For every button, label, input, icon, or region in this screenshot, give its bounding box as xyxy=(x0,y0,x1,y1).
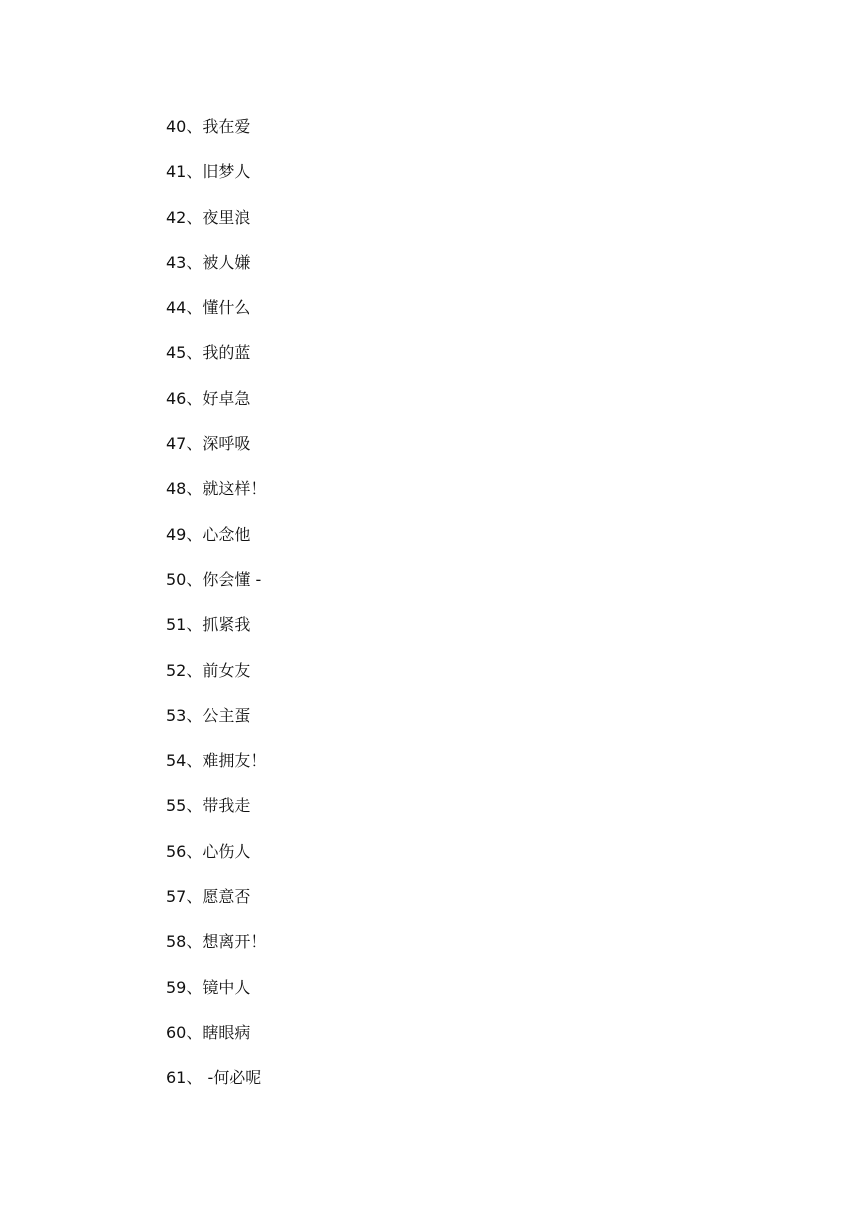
list-item: 52、前女友 xyxy=(166,660,251,680)
list-item: 49、心念他 xyxy=(166,524,251,544)
nickname-list xyxy=(166,114,266,1111)
list-item: 48、就这样！ xyxy=(166,479,267,499)
list-item: 55、带我走 xyxy=(166,796,251,816)
list-item: 50、你会懂 - xyxy=(166,569,262,589)
list-item: 60、瞎眼病 xyxy=(166,1022,251,1042)
list-item: 51、抓紧我 xyxy=(166,615,251,635)
list-item: 47、深呼吸 xyxy=(166,434,251,454)
list-item: 58、想离开！ xyxy=(166,932,267,952)
list-item: 59、镜中人 xyxy=(166,977,251,997)
list-item: 56、心伤人 xyxy=(166,841,251,861)
list-item: 45、我的蓝 xyxy=(166,343,251,363)
list-item: 40、我在爱 xyxy=(166,117,251,136)
list-item: 46、好卓急 xyxy=(166,388,251,408)
list-item: 54、难拥友！ xyxy=(166,751,267,771)
list-item: 53、公主蛋 xyxy=(166,705,251,725)
list-item: 41、旧梦人 xyxy=(166,162,251,182)
list-item: 43、被人嫌 xyxy=(166,252,251,272)
list-item: 57、愿意否 xyxy=(166,887,251,907)
list-item: 61、 -何必呢 xyxy=(166,1068,262,1088)
list-item: 42、夜里浪 xyxy=(166,207,251,227)
list-item: 44、懂什么 xyxy=(166,298,251,318)
